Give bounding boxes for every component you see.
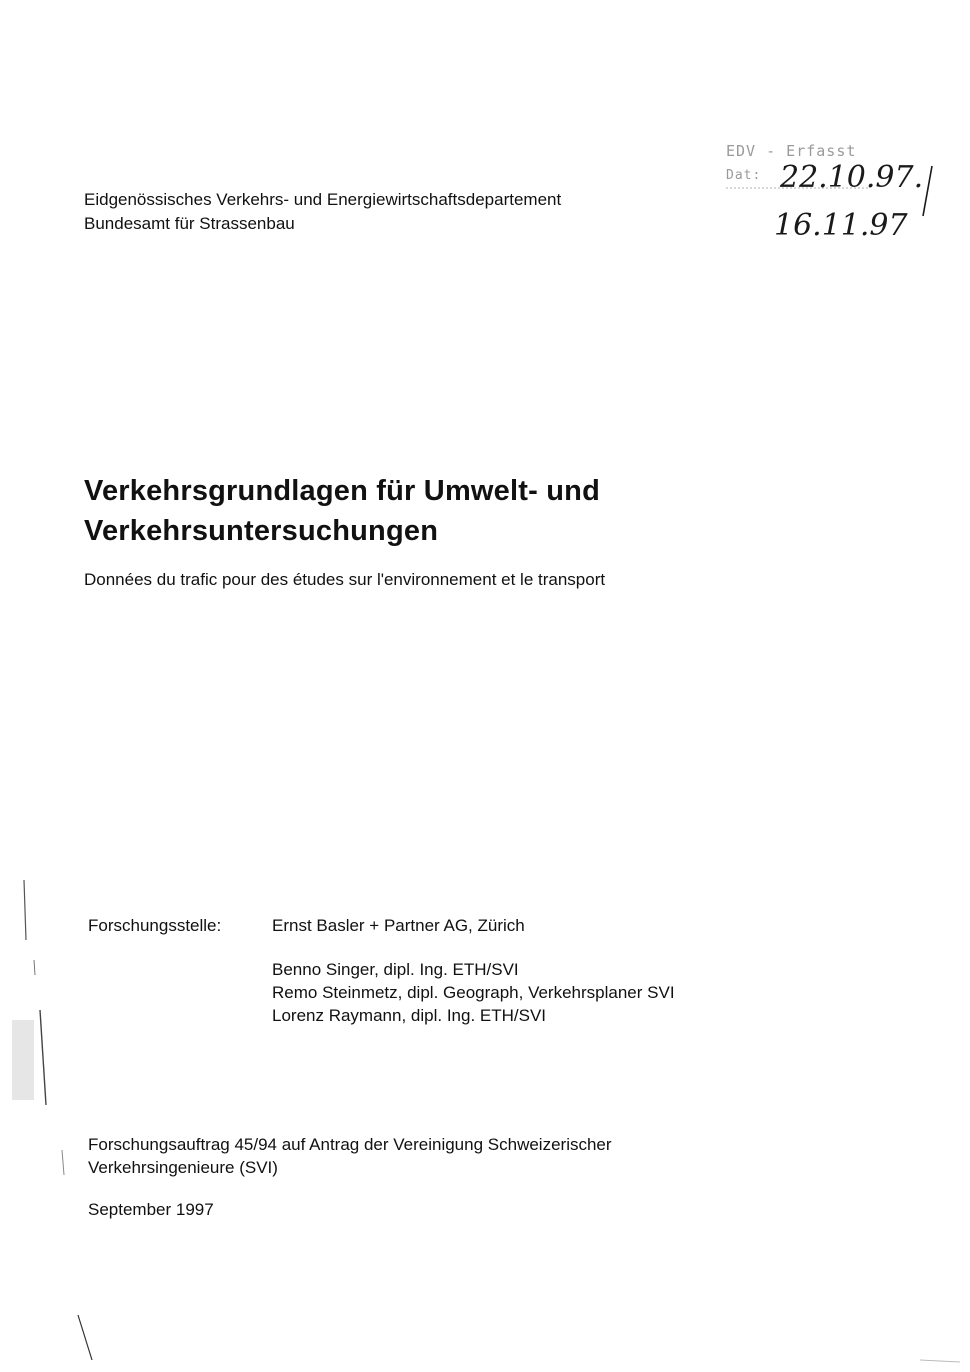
subtitle: Données du trafic pour des études sur l'environnement et le transport: [84, 570, 606, 589]
research-institution: Ernst Basler + Partner AG, Zürich: [272, 916, 525, 935]
office-name: Bundesamt für Strassenbau: [84, 214, 295, 233]
author-item: Remo Steinmetz, dipl. Geograph, Verkehrsplaner SVI: [272, 983, 675, 1002]
author-item: Lorenz Raymann, dipl. Ing. ETH/SVI: [272, 1006, 547, 1025]
research-label: Forschungsstelle:: [88, 916, 222, 935]
handwritten-date-1: 22.10.97.: [780, 160, 924, 195]
author-item: Benno Singer, dipl. Ing. ETH/SVI: [272, 960, 519, 979]
stamp-label: EDV - Erfasst: [726, 142, 857, 160]
stamp-date-label: Dat:: [726, 168, 762, 183]
title-line-1: Verkehrsgrundlagen für Umwelt- und: [84, 475, 600, 507]
assignment-line-1: Forschungsauftrag 45/94 auf Antrag der Vereinigung Schweizerischer: [88, 1135, 612, 1154]
assignment-line-2: Verkehrsingenieure (SVI): [88, 1158, 278, 1177]
publication-date: September 1997: [88, 1200, 214, 1219]
handwritten-date-2: 16.11.97: [774, 208, 908, 243]
department-name: Eidgenössisches Verkehrs- und Energiewirtschaftsdepartement: [84, 190, 562, 209]
title-line-2: Verkehrsuntersuchungen: [84, 515, 439, 547]
